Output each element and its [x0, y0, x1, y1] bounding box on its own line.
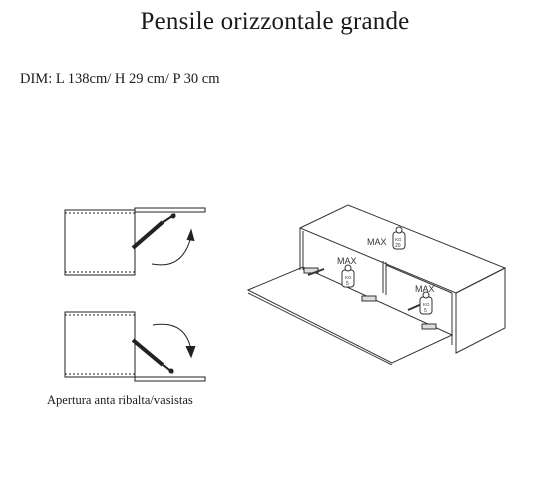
page-title: Pensile orizzontale grande: [140, 8, 410, 35]
flap-opening-diagram: [55, 200, 215, 390]
flap-open-up-view: [65, 208, 205, 275]
max-label-2: MAX: [337, 256, 357, 266]
max-label-1: MAX: [367, 237, 387, 247]
kg-label-1: KG: [395, 237, 402, 242]
kg-label-3: KG: [423, 302, 430, 307]
weight-value-3: 5: [424, 308, 427, 314]
flap-open-down-view: [65, 312, 205, 381]
opening-caption: Apertura anta ribalta/vasistas: [47, 393, 193, 407]
cabinet-drawing: [240, 195, 510, 365]
weight-value-2: 5: [346, 281, 349, 287]
kg-label-2: KG: [345, 275, 352, 280]
max-label-3: MAX: [415, 284, 435, 294]
dimensions-text: DIM: L 138cm/ H 29 cm/ P 30 cm: [20, 71, 220, 87]
weight-value-1: 20: [395, 243, 401, 249]
